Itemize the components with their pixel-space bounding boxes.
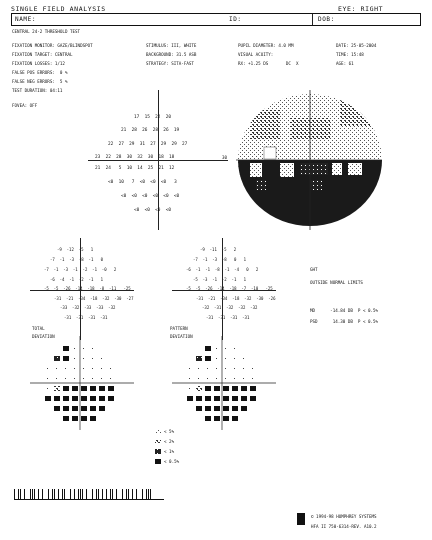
threshold-axis-label: 30 (222, 155, 228, 160)
pupil-diameter: PUPIL DIAMETER: 4.0 MM (238, 43, 294, 48)
legend-label: < 1% (164, 449, 175, 454)
pd-row: -5 -5 -26 -14 -18 -7 -10 -25 (186, 286, 273, 291)
threshold-row: 17 15 22 20 (134, 115, 172, 120)
model: HFA II 750-6314-REV. A10.2 (311, 524, 377, 529)
total-deviation-label: TOTAL DEVIATION (32, 326, 55, 339)
stimulus: STIMULUS: III, WHITE (146, 43, 197, 48)
threshold-row: 21 24 5 10 14 25 21 12 (95, 166, 175, 171)
threshold-row: <0 <0 <0 <0 <0 <0 (121, 194, 180, 199)
pd-row: -31 -21 -34 -18 -32 -30 -26 (196, 296, 276, 301)
fixation-monitor: FIXATION MONITOR: GAZE/BLINDSPOT (12, 43, 93, 48)
psd-value: PSD 14.30 DB P < 0.5% (310, 319, 379, 324)
md-value: MD -14.84 DB P < 0.5% (310, 308, 379, 313)
humphrey-logo (297, 513, 305, 525)
pd-row: -31 -31 -31 -31 (206, 315, 250, 320)
ght-label: GHT (310, 267, 318, 272)
name-label: NAME: (15, 16, 37, 23)
ght-result: OUTSIDE NORMAL LIMITS (310, 280, 363, 285)
eye-label: EYE: RIGHT (338, 5, 384, 13)
rx: RX: +1.25 DS DC X (238, 61, 299, 66)
td-row: -7 -1 -3 -8 -1 0 (50, 257, 103, 262)
threshold-row: 21 28 26 28 26 19 (121, 128, 180, 133)
pd-row: -6 -1 -1 -8 -1 -4 0 2 (186, 267, 259, 272)
copyright: © 1994-98 HUMPHREY SYSTEMS (311, 514, 377, 519)
legend-label: < 5% (164, 429, 175, 434)
threshold-row: 23 22 28 30 32 30 18 18 (95, 155, 175, 160)
td-row: -31 -31 -31 -31 (64, 315, 108, 320)
td-row: -33 -32 -33 -33 -32 (60, 305, 116, 310)
td-row: -5 -5 -26 -14 -18 -8 -11 -25 (44, 286, 131, 291)
test-date: DATE: 25-05-2004 (336, 43, 377, 48)
test-duration: TEST DURATION: 04:11 (12, 88, 63, 93)
threshold-row: <0 10 7 <0 <0 <0 3 (108, 180, 177, 185)
threshold-row: 22 27 29 31 27 29 29 27 (108, 142, 188, 147)
dob-label: DOB: (318, 16, 335, 23)
report-title: SINGLE FIELD ANALYSIS (11, 5, 106, 13)
patient-age: AGE: 61 (336, 61, 354, 66)
id-label: ID: (229, 16, 242, 23)
pattern-deviation-label: PATTERN DEVIATION (170, 326, 193, 339)
fovea: FOVEA: OFF (12, 103, 38, 108)
false-neg: FALSE NEG ERRORS: 5 % (12, 79, 68, 84)
td-row: -31 -21 -34 -18 -32 -30 -27 (54, 296, 134, 301)
threshold-row: <0 <0 <0 <0 (134, 208, 172, 213)
td-row: -7 -1 -3 -1 -2 -1 -0 2 (44, 267, 117, 272)
pd-row: -5 -3 -1 -2 -1 1 (193, 277, 246, 282)
pd-row: -9 -11 -5 2 (200, 247, 237, 252)
legend-label: < 0.5% (164, 459, 180, 464)
legend-label: < 2% (164, 439, 175, 444)
pd-row: -7 -1 -3 -8 0 1 (193, 257, 246, 262)
visual-acuity: VISUAL ACUITY: (238, 52, 274, 57)
td-row: -6 -4 -1 -2 -1 1 (50, 277, 103, 282)
td-row: -9 -12 -5 1 (57, 247, 94, 252)
fixation-losses: FIXATION LOSSES: 1/12 (12, 61, 65, 66)
false-pos: FALSE POS ERRORS: 0 % (12, 70, 68, 75)
program-label: CENTRAL 24-2 THRESHOLD TEST (12, 29, 81, 34)
test-time: TIME: 15:48 (336, 52, 364, 57)
strategy: STRATEGY: SITA-FAST (146, 61, 194, 66)
background: BACKGROUND: 31.5 ASB (146, 52, 197, 57)
pd-row: -32 -31 -32 -32 -32 (202, 305, 258, 310)
fixation-target: FIXATION TARGET: CENTRAL (12, 52, 73, 57)
